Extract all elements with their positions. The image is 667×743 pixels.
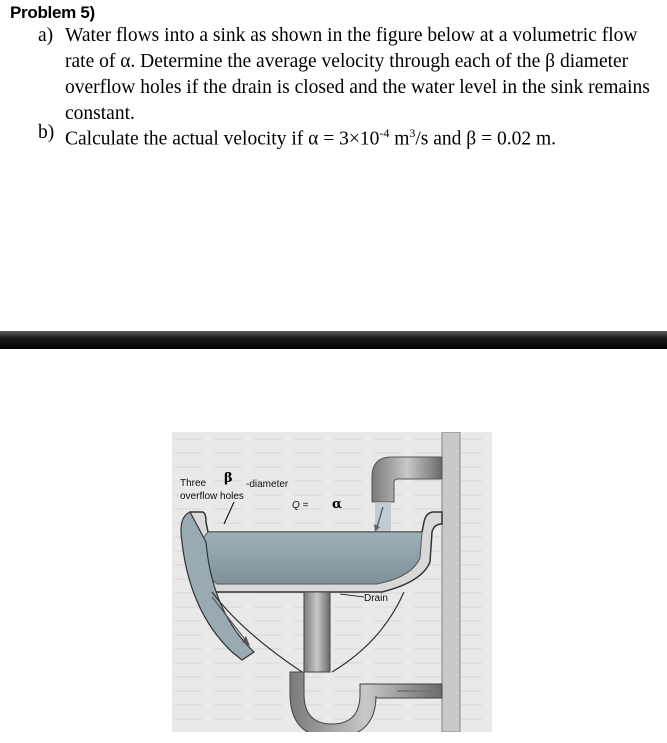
part-a-marker: a) [38, 25, 54, 46]
part-b [38, 120, 653, 153]
sink-water [200, 532, 422, 584]
part-b-marker: b) [38, 122, 55, 143]
wall [442, 432, 460, 732]
drain-pipe [304, 592, 330, 672]
sink-diagram [172, 432, 492, 732]
part-a-text: Water flows into a sink as shown in the figure below at a volumetric flow rate of α. Determine the average velocity through each of the β diameter overflow holes if the drain is closed and the water level in the sink remains constant. [65, 25, 650, 124]
divider-bar [0, 331, 667, 349]
label-diameter: -diameter [246, 479, 289, 490]
label-overflow-holes: overflow holes [180, 491, 244, 502]
part-a [38, 23, 653, 127]
label-three: Three [180, 478, 207, 489]
part-b-exponent-2: 3 [409, 126, 416, 140]
label-q: Q = [292, 500, 309, 511]
problem-title: Problem 5) [10, 3, 95, 22]
label-drain: Drain [364, 593, 388, 604]
label-alpha: α [332, 497, 343, 512]
part-b-exponent-1: -4 [379, 126, 390, 140]
part-b-text-prefix: Calculate the actual velocity if α = 3×10 [65, 128, 380, 150]
sink-figure [172, 432, 492, 732]
label-beta: β [224, 471, 233, 486]
part-b-text [65, 120, 653, 153]
part-b-text-suffix: /s and β = 0.02 m. [415, 128, 556, 150]
part-b-text-mid: m [389, 128, 410, 150]
